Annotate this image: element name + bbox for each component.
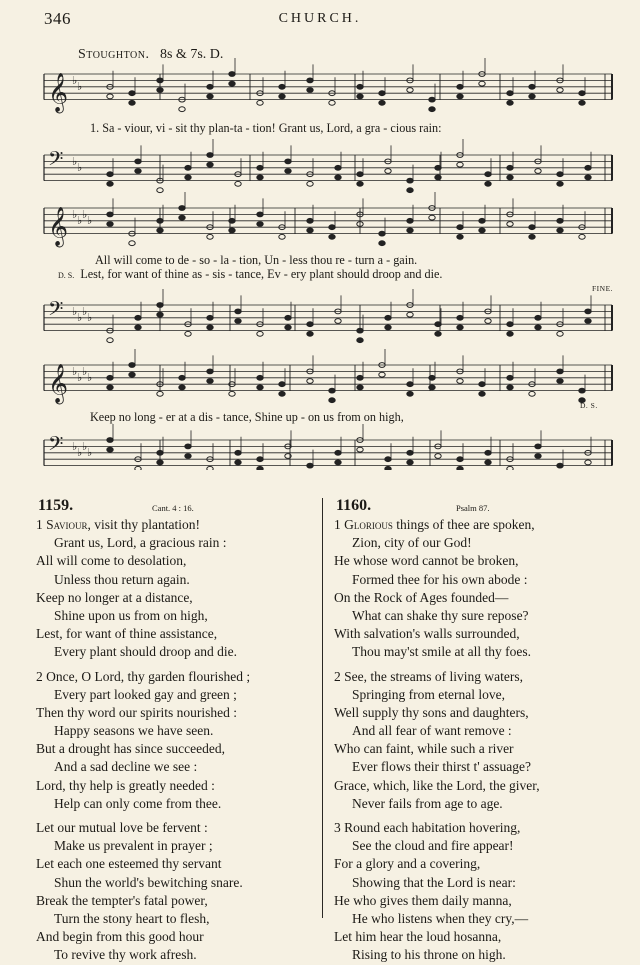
- note-head: [207, 94, 213, 99]
- flat-sign: ♭: [72, 440, 78, 453]
- note-head: [257, 466, 263, 470]
- note-head: [429, 97, 435, 102]
- hymn-line: For a glory and a covering,: [334, 856, 481, 872]
- note-head: [129, 100, 135, 105]
- note-head: [329, 100, 335, 105]
- note-head: [579, 100, 585, 105]
- note-head: [457, 325, 463, 330]
- note-head: [507, 331, 513, 336]
- flat-sign: ♭: [72, 74, 78, 87]
- flat-sign: ♭: [82, 440, 88, 453]
- note-head: [457, 315, 463, 320]
- note-head: [435, 454, 441, 459]
- note-head: [129, 241, 135, 246]
- hymn-line: 1 Glorious things of thee are spoken,: [334, 517, 535, 532]
- flat-sign: ♭: [87, 446, 93, 459]
- note-head: [257, 165, 263, 170]
- hymn-source-1159: Cant. 4 : 16.: [152, 503, 194, 513]
- flat-sign: ♭: [82, 208, 88, 221]
- note-head: [107, 385, 113, 390]
- note-head: [107, 181, 113, 186]
- bass-clef: 𝄢: [48, 147, 64, 175]
- hymn-1160-text: [334, 516, 540, 965]
- note-head: [485, 450, 491, 455]
- note-head: [207, 234, 213, 239]
- note-head: [257, 331, 263, 336]
- hymn-line: On the Rock of Ages founded—: [334, 589, 509, 605]
- note-head: [529, 94, 535, 99]
- note-head: [185, 175, 191, 180]
- note-head: [529, 225, 535, 230]
- flat-sign: ♭: [72, 365, 78, 378]
- note-head: [179, 385, 185, 390]
- hymn-line: Let our mutual love be fervent :: [36, 820, 208, 835]
- hymn-line: But a drought has since succeeded,: [36, 741, 225, 757]
- note-head: [457, 466, 463, 470]
- note-head: [107, 338, 113, 343]
- note-head: [407, 88, 413, 93]
- treble-clef: 𝄞: [48, 363, 69, 404]
- note-head: [507, 165, 513, 170]
- note-head: [407, 228, 413, 233]
- note-head: [107, 438, 113, 443]
- note-head: [557, 331, 563, 336]
- note-head: [135, 466, 141, 470]
- note-head: [157, 218, 163, 223]
- note-head: [157, 460, 163, 465]
- hymn-line: All will come to desolation,: [36, 553, 187, 569]
- note-head: [185, 165, 191, 170]
- flat-sign: ♭: [72, 155, 78, 168]
- hymn-line: To revive thy work afresh.: [54, 947, 197, 963]
- note-head: [335, 450, 341, 455]
- note-head: [507, 91, 513, 96]
- note-head: [385, 315, 391, 320]
- note-head: [157, 188, 163, 193]
- note-head: [185, 444, 191, 449]
- note-head: [129, 372, 135, 377]
- note-head: [235, 181, 241, 186]
- hymn-line: Every plant should droop and die.: [54, 644, 237, 660]
- hymn-line: Zion, city of our God!: [352, 535, 472, 551]
- note-head: [457, 225, 463, 230]
- note-head: [507, 385, 513, 390]
- note-head: [279, 391, 285, 396]
- ds-label: D. S.: [58, 271, 75, 280]
- hymn-line: Formed thee for his own abode :: [352, 571, 528, 587]
- hymn-line: Never fails from age to age.: [352, 795, 503, 811]
- hymn-source-1160: Psalm 87.: [456, 503, 490, 513]
- note-head: [429, 385, 435, 390]
- flat-sign: ♭: [77, 214, 83, 227]
- note-head: [357, 328, 363, 333]
- flat-sign: ♭: [77, 311, 83, 324]
- note-head: [157, 312, 163, 317]
- tune-name: Stoughton.: [78, 47, 150, 62]
- note-head: [335, 165, 341, 170]
- note-head: [485, 460, 491, 465]
- note-head: [357, 385, 363, 390]
- note-head: [507, 375, 513, 380]
- lyrics-system-2-ds: [58, 267, 442, 282]
- hymn-line: Showing that the Lord is near:: [352, 874, 516, 890]
- note-head: [107, 172, 113, 177]
- note-head: [585, 309, 591, 314]
- note-head: [107, 222, 113, 227]
- note-head: [407, 391, 413, 396]
- fine-marking: FINE.: [592, 284, 614, 293]
- note-head: [329, 388, 335, 393]
- flat-sign: ♭: [87, 214, 93, 227]
- hymn-line: Help can only come from thee.: [54, 795, 222, 811]
- note-head: [579, 388, 585, 393]
- hymn-line: He who listens when they cry,—: [352, 910, 529, 926]
- note-head: [585, 175, 591, 180]
- note-head: [229, 228, 235, 233]
- note-head: [129, 363, 135, 368]
- note-head: [407, 218, 413, 223]
- note-head: [379, 372, 385, 377]
- note-head: [557, 172, 563, 177]
- note-head: [207, 379, 213, 384]
- hymn-line: Let him hear the loud hosanna,: [334, 929, 502, 945]
- hymn-line: See the cloud and fire appear!: [352, 838, 514, 854]
- note-head: [229, 391, 235, 396]
- note-head: [457, 94, 463, 99]
- hymn-line: And a sad decline we see :: [54, 759, 198, 775]
- note-head: [307, 218, 313, 223]
- hymn-line: 2 See, the streams of living waters,: [334, 668, 523, 684]
- note-head: [207, 315, 213, 320]
- note-head: [407, 312, 413, 317]
- flat-sign: ♭: [77, 161, 83, 174]
- bass-clef: 𝄢: [48, 297, 64, 325]
- flat-sign: ♭: [87, 311, 93, 324]
- note-head: [329, 398, 335, 403]
- note-head: [379, 91, 385, 96]
- note-head: [257, 457, 263, 462]
- note-head: [335, 319, 341, 324]
- tune-meter: 8s & 7s. D.: [159, 47, 224, 62]
- note-head: [535, 315, 541, 320]
- note-head: [579, 91, 585, 96]
- note-head: [529, 84, 535, 89]
- note-head: [429, 215, 435, 220]
- hymn-line: Let each one esteemed thy servant: [36, 856, 222, 872]
- note-head: [407, 382, 413, 387]
- hymn-line: Springing from eternal love,: [352, 686, 505, 702]
- note-head: [157, 228, 163, 233]
- treble-clef: 𝄞: [48, 72, 69, 113]
- note-head: [307, 379, 313, 384]
- hymn-line: Unless thou return again.: [54, 571, 190, 587]
- note-head: [157, 78, 163, 83]
- note-head: [485, 172, 491, 177]
- note-head: [557, 181, 563, 186]
- note-head: [307, 322, 313, 327]
- note-head: [529, 234, 535, 239]
- flat-sign: ♭: [82, 365, 88, 378]
- note-head: [457, 84, 463, 89]
- hymn-line: Shun the world's bewitching snare.: [54, 874, 243, 890]
- note-head: [557, 369, 563, 374]
- note-head: [179, 107, 185, 112]
- note-head: [557, 228, 563, 233]
- hymn-number-1160: 1160.: [336, 497, 372, 514]
- note-head: [307, 88, 313, 93]
- note-head: [179, 215, 185, 220]
- note-head: [357, 375, 363, 380]
- note-head: [379, 100, 385, 105]
- note-head: [235, 460, 241, 465]
- note-head: [257, 212, 263, 217]
- note-head: [357, 447, 363, 452]
- note-head: [557, 379, 563, 384]
- column-divider: [322, 498, 323, 918]
- note-head: [529, 391, 535, 396]
- note-head: [457, 234, 463, 239]
- note-head: [585, 319, 591, 324]
- note-head: [179, 375, 185, 380]
- note-head: [185, 454, 191, 459]
- note-head: [129, 91, 135, 96]
- note-head: [279, 84, 285, 89]
- flat-sign: ♭: [72, 305, 78, 318]
- hymn-line: Lest, for want of thine assistance,: [36, 626, 218, 642]
- flat-sign: ♭: [87, 371, 93, 384]
- hymn-line: Ever flows their thirst t' assuage?: [352, 759, 532, 775]
- note-head: [207, 84, 213, 89]
- note-head: [507, 100, 513, 105]
- page-number: 346: [44, 9, 71, 28]
- note-head: [557, 463, 563, 468]
- note-head: [507, 322, 513, 327]
- note-head: [307, 78, 313, 83]
- note-head: [357, 338, 363, 343]
- hymn-line: And begin from this good hour: [36, 929, 204, 945]
- note-head: [157, 88, 163, 93]
- note-head: [535, 169, 541, 174]
- hymn-line: And all fear of want remove :: [352, 723, 512, 739]
- note-head: [285, 315, 291, 320]
- note-head: [307, 181, 313, 186]
- note-head: [357, 172, 363, 177]
- note-head: [585, 460, 591, 465]
- note-head: [235, 450, 241, 455]
- hymn-line: Happy seasons we have seen.: [54, 723, 214, 739]
- note-head: [435, 175, 441, 180]
- note-head: [479, 382, 485, 387]
- running-header: CHURCH.: [278, 11, 362, 26]
- note-head: [135, 159, 141, 164]
- hymn-line: With salvation's walls surrounded,: [334, 626, 520, 642]
- note-head: [307, 331, 313, 336]
- note-head: [279, 234, 285, 239]
- note-head: [429, 375, 435, 380]
- note-head: [285, 325, 291, 330]
- note-head: [207, 153, 213, 158]
- ds-marking: D. S.: [580, 401, 598, 410]
- note-head: [479, 81, 485, 86]
- note-head: [485, 319, 491, 324]
- note-head: [229, 72, 235, 77]
- note-head: [385, 457, 391, 462]
- note-head: [379, 231, 385, 236]
- note-head: [229, 81, 235, 86]
- note-head: [507, 466, 513, 470]
- note-head: [257, 100, 263, 105]
- note-head: [185, 331, 191, 336]
- note-head: [357, 94, 363, 99]
- note-head: [285, 169, 291, 174]
- note-head: [385, 169, 391, 174]
- note-head: [107, 447, 113, 452]
- note-head: [207, 466, 213, 470]
- note-head: [135, 315, 141, 320]
- note-head: [357, 181, 363, 186]
- note-head: [335, 460, 341, 465]
- note-head: [179, 206, 185, 211]
- note-head: [457, 457, 463, 462]
- hymn-line: 1 Saviour, visit thy plantation!: [36, 517, 200, 532]
- note-head: [535, 444, 541, 449]
- note-head: [435, 322, 441, 327]
- note-head: [329, 225, 335, 230]
- note-head: [107, 375, 113, 380]
- note-head: [157, 450, 163, 455]
- note-head: [157, 303, 163, 308]
- hymn-line: Who can faint, while such a river: [334, 741, 514, 757]
- hymn-first-word: Glorious: [344, 517, 393, 532]
- flat-sign: ♭: [77, 80, 83, 93]
- lyrics-system-3: Keep no long - er at a dis - tance, Shine up - on us from on high,: [90, 410, 404, 424]
- note-head: [107, 212, 113, 217]
- note-head: [279, 94, 285, 99]
- note-head: [557, 88, 563, 93]
- note-head: [585, 165, 591, 170]
- hymn-line: He whose word cannot be broken,: [334, 553, 519, 569]
- note-head: [535, 325, 541, 330]
- hymn-line: Well supply thy sons and daughters,: [334, 704, 529, 720]
- note-head: [135, 169, 141, 174]
- music-score: [0, 0, 640, 470]
- hymn-line: Break the tempter's fatal power,: [36, 892, 208, 908]
- note-head: [457, 379, 463, 384]
- note-head: [235, 309, 241, 314]
- hymn-line: Then thy word our spirits nourished :: [36, 704, 237, 720]
- note-head: [207, 162, 213, 167]
- note-head: [157, 391, 163, 396]
- hymn-line: 2 Once, O Lord, thy garden flourished ;: [36, 668, 251, 684]
- hymn-line: Thou may'st smile at all thy foes.: [352, 644, 532, 660]
- treble-clef: 𝄞: [48, 206, 69, 247]
- note-head: [307, 228, 313, 233]
- note-head: [407, 460, 413, 465]
- note-head: [429, 107, 435, 112]
- note-head: [407, 178, 413, 183]
- flat-sign: ♭: [77, 446, 83, 459]
- note-head: [507, 222, 513, 227]
- note-head: [107, 94, 113, 99]
- bass-clef: 𝄢: [48, 432, 64, 460]
- note-head: [257, 375, 263, 380]
- note-head: [229, 218, 235, 223]
- note-head: [257, 222, 263, 227]
- note-head: [535, 454, 541, 459]
- note-head: [407, 450, 413, 455]
- hymn-line: 3 Round each habitation hovering,: [334, 820, 521, 835]
- note-head: [207, 325, 213, 330]
- note-head: [479, 218, 485, 223]
- note-head: [135, 325, 141, 330]
- note-head: [435, 331, 441, 336]
- flat-sign: ♭: [77, 371, 83, 384]
- note-head: [479, 228, 485, 233]
- hymn-line: Grace, which, like the Lord, the giver,: [334, 777, 540, 793]
- note-head: [385, 325, 391, 330]
- lyrics-system-2: All will come to de - so - la - tion, Un - less thou re - turn a - gain.: [95, 253, 418, 267]
- note-head: [379, 241, 385, 246]
- hymn-line: Make us prevalent in prayer ;: [54, 838, 213, 854]
- flat-sign: ♭: [82, 305, 88, 318]
- hymn-1159-text: [36, 516, 250, 965]
- note-head: [385, 466, 391, 470]
- note-head: [207, 369, 213, 374]
- hymn-line: What can shake thy sure repose?: [352, 607, 529, 623]
- note-head: [435, 165, 441, 170]
- note-head: [457, 162, 463, 167]
- hymn-number-1159: 1159.: [38, 497, 74, 514]
- hymn-line: He who gives them daily manna,: [334, 892, 512, 908]
- note-head: [329, 234, 335, 239]
- hymn-first-word: Saviour: [46, 517, 88, 532]
- note-head: [479, 391, 485, 396]
- hymn-line: Lord, thy help is greatly needed :: [36, 777, 215, 793]
- note-head: [407, 188, 413, 193]
- hymn-line: Shine upon us from on high,: [54, 607, 208, 623]
- hymn-line: Grant us, Lord, a gracious rain :: [54, 535, 227, 551]
- lyrics-system-2-ds-text: Lest, for want of thine as - sis - tance, Ev - ery plant should droop and die.: [80, 267, 443, 281]
- note-head: [335, 175, 341, 180]
- note-head: [285, 159, 291, 164]
- note-head: [257, 385, 263, 390]
- note-head: [257, 175, 263, 180]
- note-head: [279, 382, 285, 387]
- hymn-line: Rising to his throne on high.: [352, 947, 506, 963]
- lyrics-system-1: 1. Sa - viour, vi - sit thy plan-ta - tion! Grant us, Lord, a gra - cious rain:: [90, 121, 442, 135]
- hymn-line: Every part looked gay and green ;: [54, 686, 237, 702]
- hymn-line: Keep no longer at a distance,: [36, 589, 193, 605]
- hymn-line: Turn the stony heart to flesh,: [54, 910, 210, 926]
- note-head: [235, 319, 241, 324]
- flat-sign: ♭: [72, 208, 78, 221]
- note-head: [579, 234, 585, 239]
- note-head: [307, 463, 313, 468]
- note-head: [557, 218, 563, 223]
- note-head: [485, 181, 491, 186]
- note-head: [507, 175, 513, 180]
- note-head: [357, 84, 363, 89]
